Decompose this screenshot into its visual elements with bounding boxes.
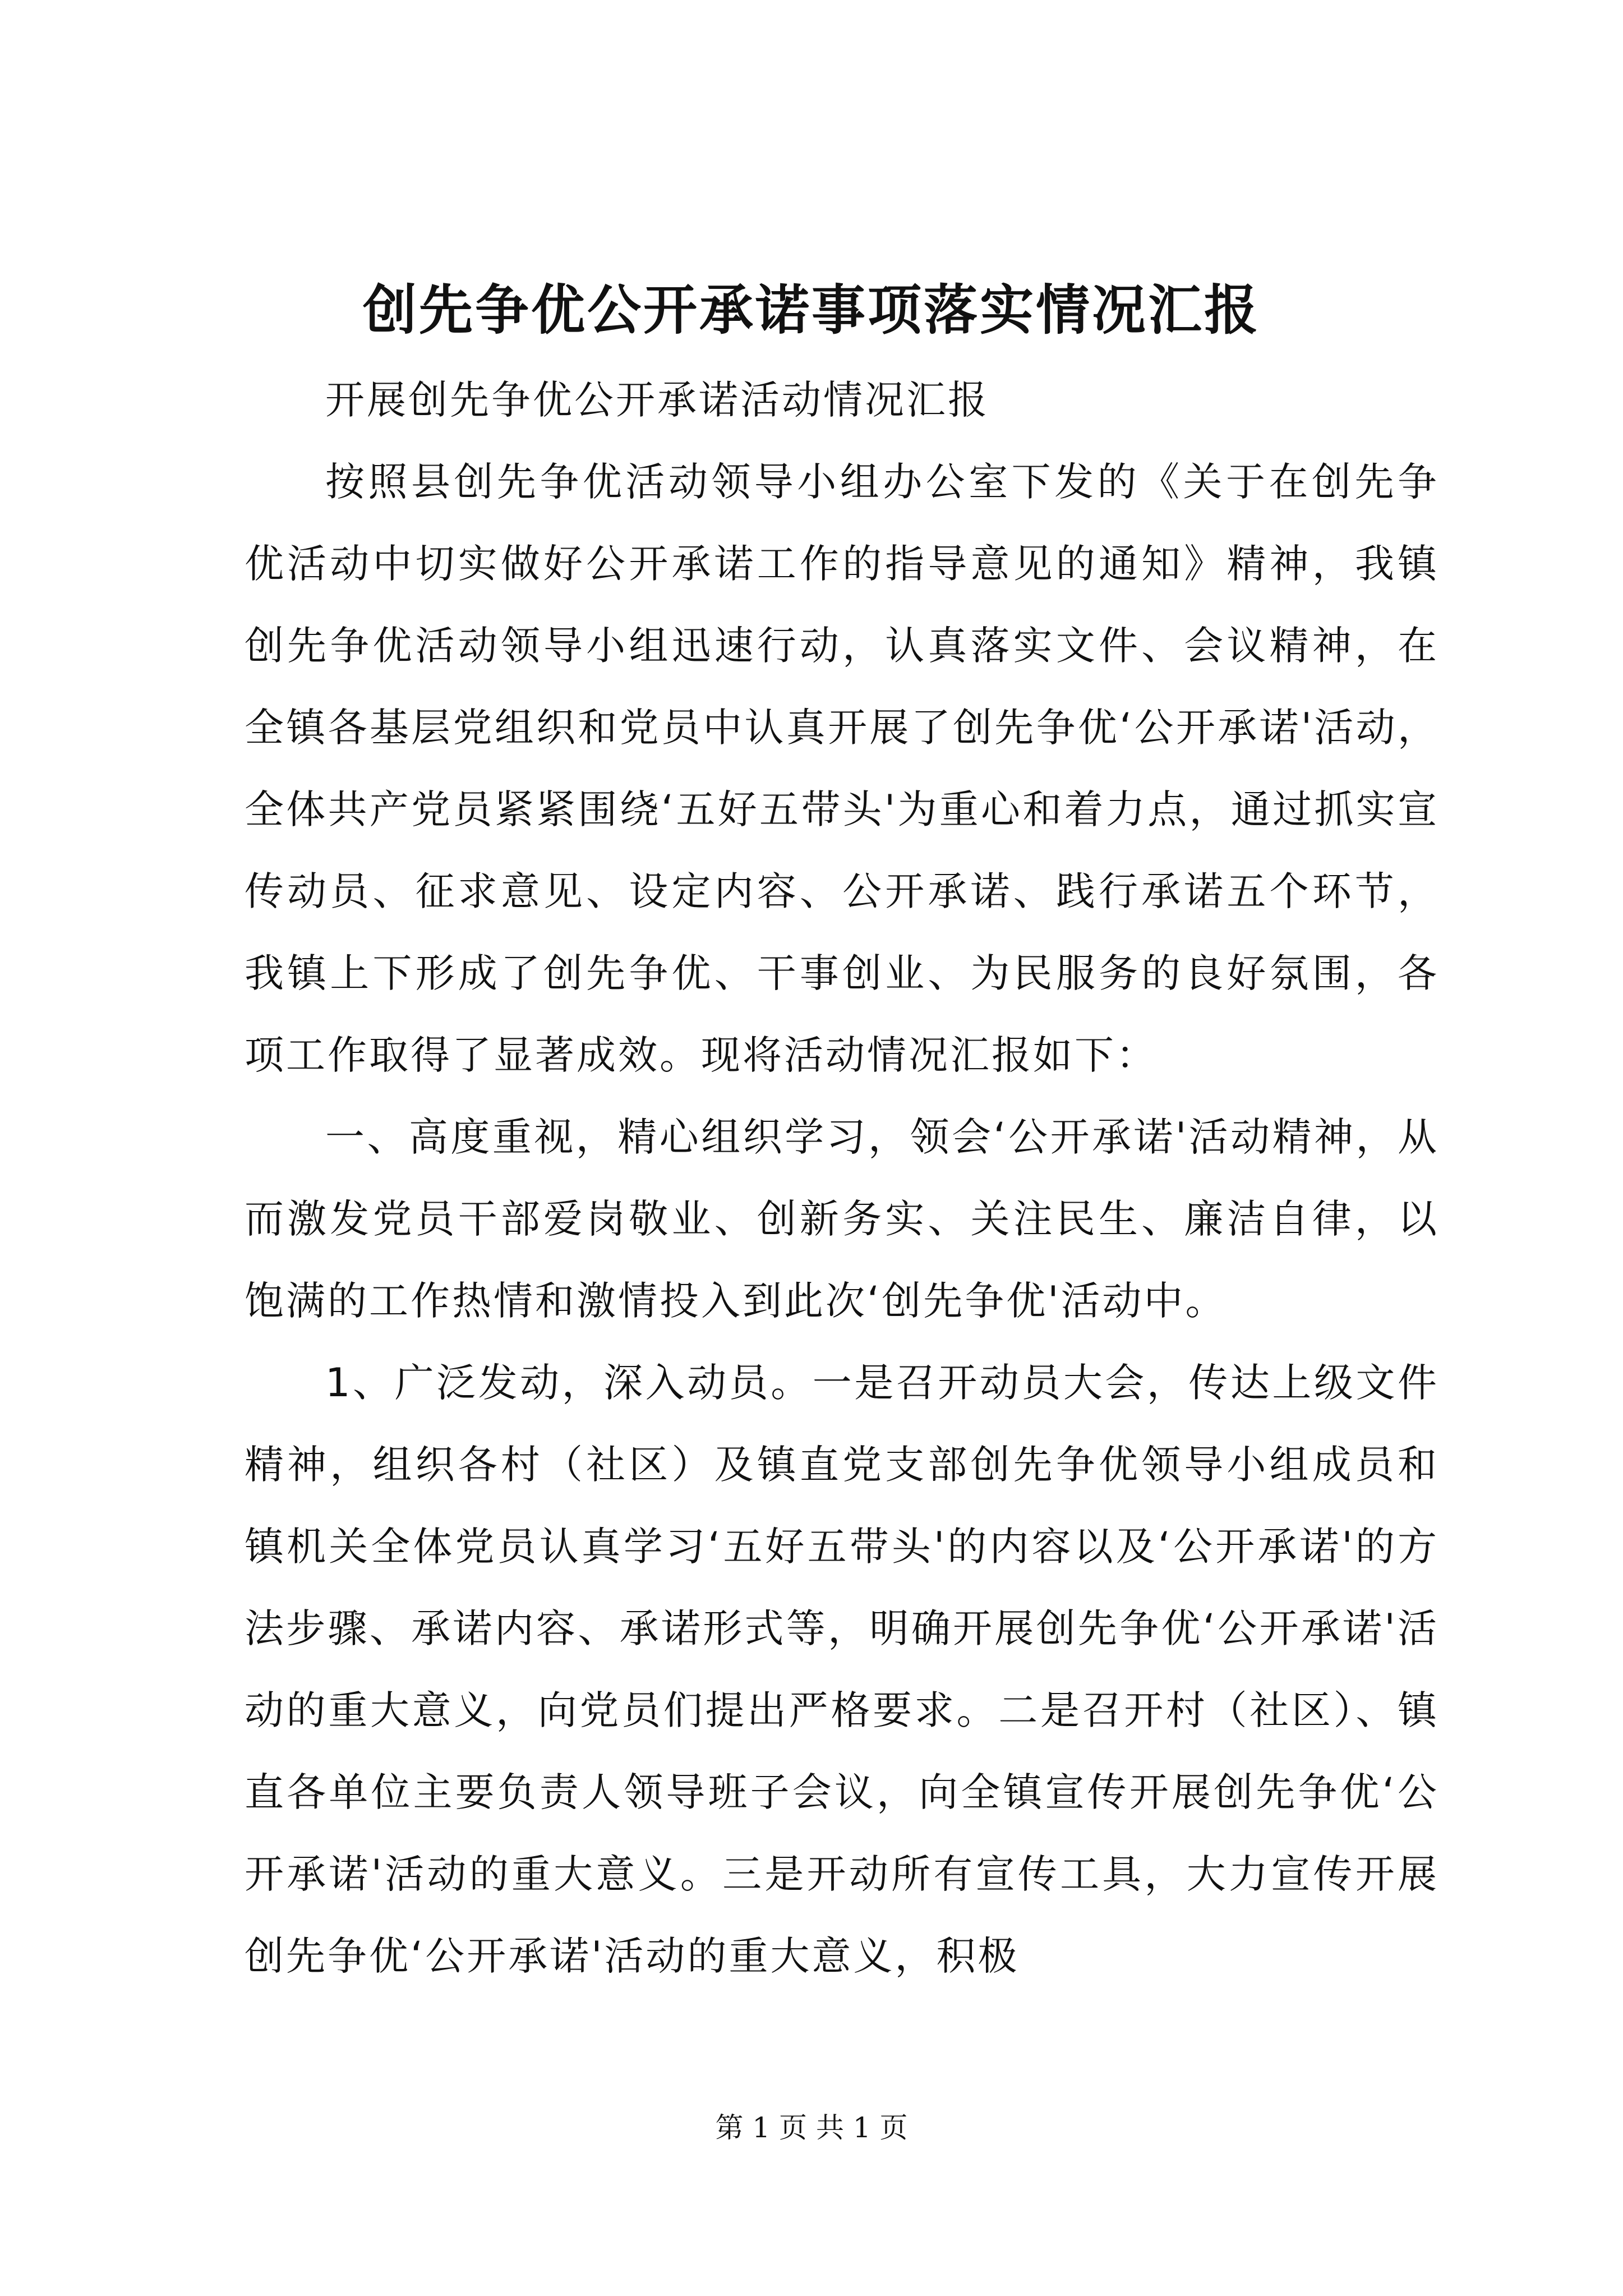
intro-paragraph: 按照县创先争优活动领导小组办公室下发的《关于在创先争优活动中切实做好公开承诺工作的指导意见的通知》精神，我镇创先争优活动领导小组迅速行动，认真落实文件、会议精神，在全镇各基层党组织和党员中认真开展了创先争优‘公开承诺'活动，全体共产党员紧紧围绕‘五好五带头'为重心和着力点，通过抓实宣传动员、征求意见、设定内容、公开承诺、践行承诺五个环节，我镇上下形成了创先争优、干事创业、为民服务的良好氛围，各项工作取得了显著成效。现将活动情况汇报如下： — [245, 459, 1439, 1078]
section-one-paragraph: 一、高度重视，精心组织学习，领会‘公开承诺'活动精神，从而激发党员干部爱岗敬业、创新务实、关注民生、廉洁自律，以饱满的工作热情和激情投入到此次‘创先争优'活动中。 — [245, 1114, 1439, 1324]
document-body — [245, 359, 1439, 1997]
item-one-paragraph: 1、广泛发动，深入动员。一是召开动员大会，传达上级文件精神，组织各村（社区）及镇直党支部创先争优领导小组成员和镇机关全体党员认真学习‘五好五带头'的内容以及‘公开承诺'的方法步骤、承诺内容、承诺形式等，明确开展创先争优‘公开承诺'活动的重大意义，向党员们提出严格要求。二是召开村（社区）、镇直各单位主要负责人领导班子会议，向全镇宣传开展创先争优‘公开承诺'活动的重大意义。三是开动所有宣传工具，大力宣传开展创先争优‘公开承诺'活动的重大意义，积极 — [245, 1360, 1439, 1979]
page-footer: 第 1 页 共 1 页 — [715, 2111, 908, 2144]
subtitle-paragraph: 开展创先争优公开承诺活动情况汇报 — [325, 377, 989, 423]
document-title: 创先争优公开承诺事项落实情况汇报 — [363, 278, 1260, 342]
